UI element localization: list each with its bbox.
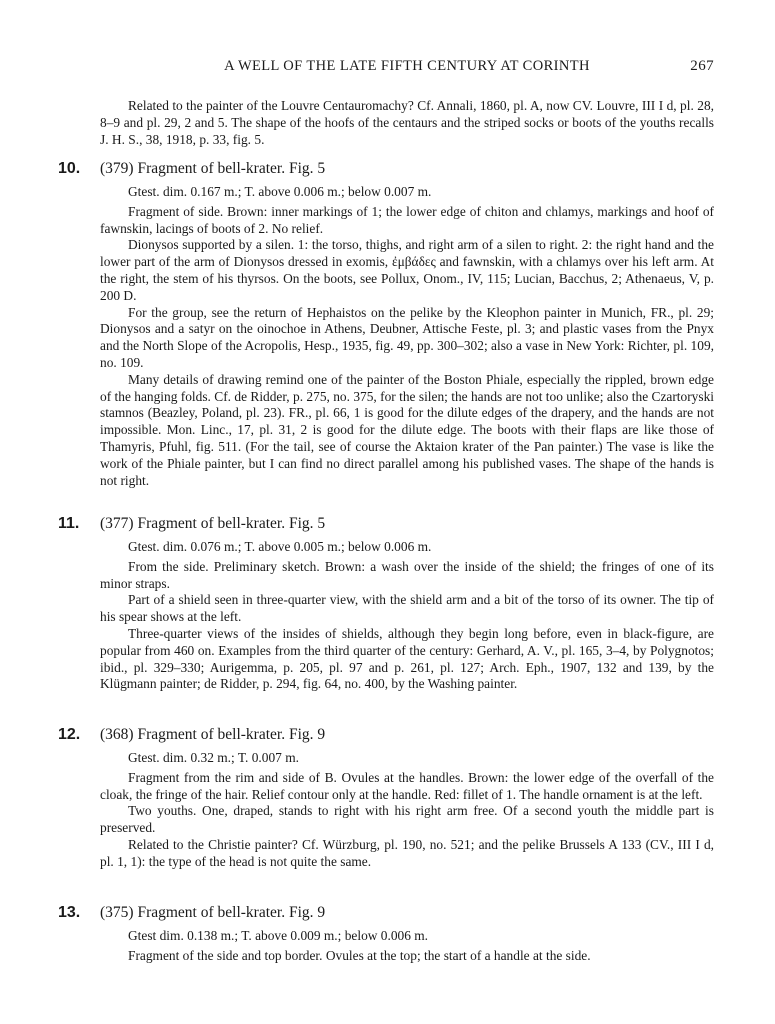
entry-body (100, 928, 714, 965)
entry-body (100, 539, 714, 693)
entry-body (100, 750, 714, 871)
running-title: A WELL OF THE LATE FIFTH CENTURY AT CORINTH (224, 58, 590, 74)
entry-paragraph: Part of a shield seen in three-quarter view, with the shield arm and a bit of the torso of its owner. The tip of his spear shows at the left. (100, 592, 714, 625)
entry-heading (58, 160, 714, 184)
entry-dimensions: Gtest dim. 0.138 m.; T. above 0.009 m.; below 0.006 m. (128, 928, 429, 943)
catalogue-entry-10 (58, 160, 714, 489)
entry-paragraph: Fragment of the side and top border. Ovules at the top; the start of a handle at the side. (128, 947, 591, 963)
entry-title: (377) Fragment of bell-krater. Fig. 5 (100, 515, 326, 532)
entry-paragraph: Two youths. One, draped, stands to right with his right arm free. Of a second youth the middle part is preserved. (100, 803, 714, 836)
catalogue-entry-12 (58, 726, 714, 871)
entry-dimensions: Gtest. dim. 0.167 m.; T. above 0.006 m.; below 0.007 m. (128, 184, 432, 199)
entry-title: (379) Fragment of bell-krater. Fig. 5 (100, 160, 326, 177)
entry-number: 12. (58, 726, 81, 743)
entry-title: (375) Fragment of bell-krater. Fig. 9 (100, 904, 326, 921)
entry-body (100, 184, 714, 489)
entry-title: (368) Fragment of bell-krater. Fig. 9 (100, 726, 326, 743)
catalogue-entry-13 (58, 904, 714, 965)
entry-heading (58, 726, 714, 750)
entry-number: 10. (58, 160, 81, 177)
entry-heading (58, 904, 714, 928)
entry-paragraph: Fragment of side. Brown: inner markings of 1; the lower edge of chiton and chlamys, markings and hoof of fawnskin, lacings of boots of 2. No relief. (100, 203, 714, 236)
page-number: 267 (690, 58, 714, 74)
entry-number: 11. (58, 515, 80, 532)
entry-paragraph: Many details of drawing remind one of the painter of the Boston Phiale, especially the rippled, brown edge of the hanging folds. Cf. de Ridder, p. 275, no. 375, for the silen; the hands are not too unlike; also the Czartoryski stamnos (Beazley, Poland, pl. 23). FR., pl. 66, 1 is good for the dilute edges of the drapery, and the hands are not impossible. Mon. Linc., 17, pl. 31, 2 is good for the dilute edge. The boots with their flaps are like those of Thamyris, Pfuhl, fig. 511. (For the tail, see of course the Aktaion krater of the Pan painter.) The vase is like the work of the Phiale painter, but I can find no direct parallel among his published vases. The shape of the hands is not right. (100, 371, 714, 488)
entry-paragraph: Three-quarter views of the insides of shields, although they begin long before, even in black-figure, are popular from 460 on. Examples from the third quarter of the century: Gerhard, A. V., pl. 165, 3–4, by Polygnotos; ibid., pl. 329–330; Aurigemma, p. 205, pl. 97 and p. 261, pl. 127; Arch. Eph., 1907, 132 and 139, by the Klügmann painter; de Ridder, p. 294, fig. 64, no. 400, by the Washing painter. (100, 625, 714, 692)
entry-number: 13. (58, 904, 81, 921)
intro-paragraph: Related to the painter of the Louvre Centauromachy? Cf. Annali, 1860, pl. A, now CV. Louvre, III I d, pl. 28, 8–9 and pl. 29, 2 and 5. The shape of the hoofs of the centaurs and the striped socks or boots of the youths recalls J. H. S., 38, 1918, p. 33, fig. 5. (100, 98, 714, 147)
intro-paragraph-block (100, 98, 714, 148)
running-head (100, 58, 714, 80)
entry-paragraph: Fragment from the rim and side of B. Ovules at the handles. Brown: the lower edge of the overfall of the cloak, the fringe of the hair. Relief contour only at the handle. Red: fillet of 1. The handle ornament is at the left. (100, 769, 714, 802)
entry-paragraph: Dionysos supported by a silen. 1: the torso, thighs, and right arm of a silen to right. 2: the right hand and the lower part of the arm of Dionysos dressed in exomis, ἐμβάδες and fawnskin, with a chlamys over his left arm. At the right, the stem of his thyrsos. On the boots, see Pollux, Onom., IV, 115; Lucian, Bacchus, 2; Athenaeus, V, p. 200 D. (100, 237, 714, 303)
entry-paragraph: For the group, see the return of Hephaistos on the pelike by the Kleophon painter in Munich, FR., pl. 29; Dionysos and a satyr on the oinochoe in Athens, Deubner, Attische Feste, pl. 3; and plastic vases from the Pnyx and the North Slope of the Acropolis, Hesp., 1935, fig. 49, pp. 300–302; also a vase in New York: Richter, pl. 109, no. 109. (100, 304, 714, 370)
entry-dimensions: Gtest. dim. 0.076 m.; T. above 0.005 m.; below 0.006 m. (128, 539, 432, 554)
entry-paragraph: Related to the Christie painter? Cf. Würzburg, pl. 190, no. 521; and the pelike Brussels A 133 (CV., III I d, pl. 1, 1): the type of the head is not quite the same. (100, 836, 714, 869)
catalogue-entry-11 (58, 515, 714, 693)
entry-paragraph: From the side. Preliminary sketch. Brown: a wash over the inside of the shield; the fringes of one of its minor straps. (100, 558, 714, 591)
entry-heading (58, 515, 714, 539)
entry-dimensions: Gtest. dim. 0.32 m.; T. 0.007 m. (128, 750, 299, 765)
